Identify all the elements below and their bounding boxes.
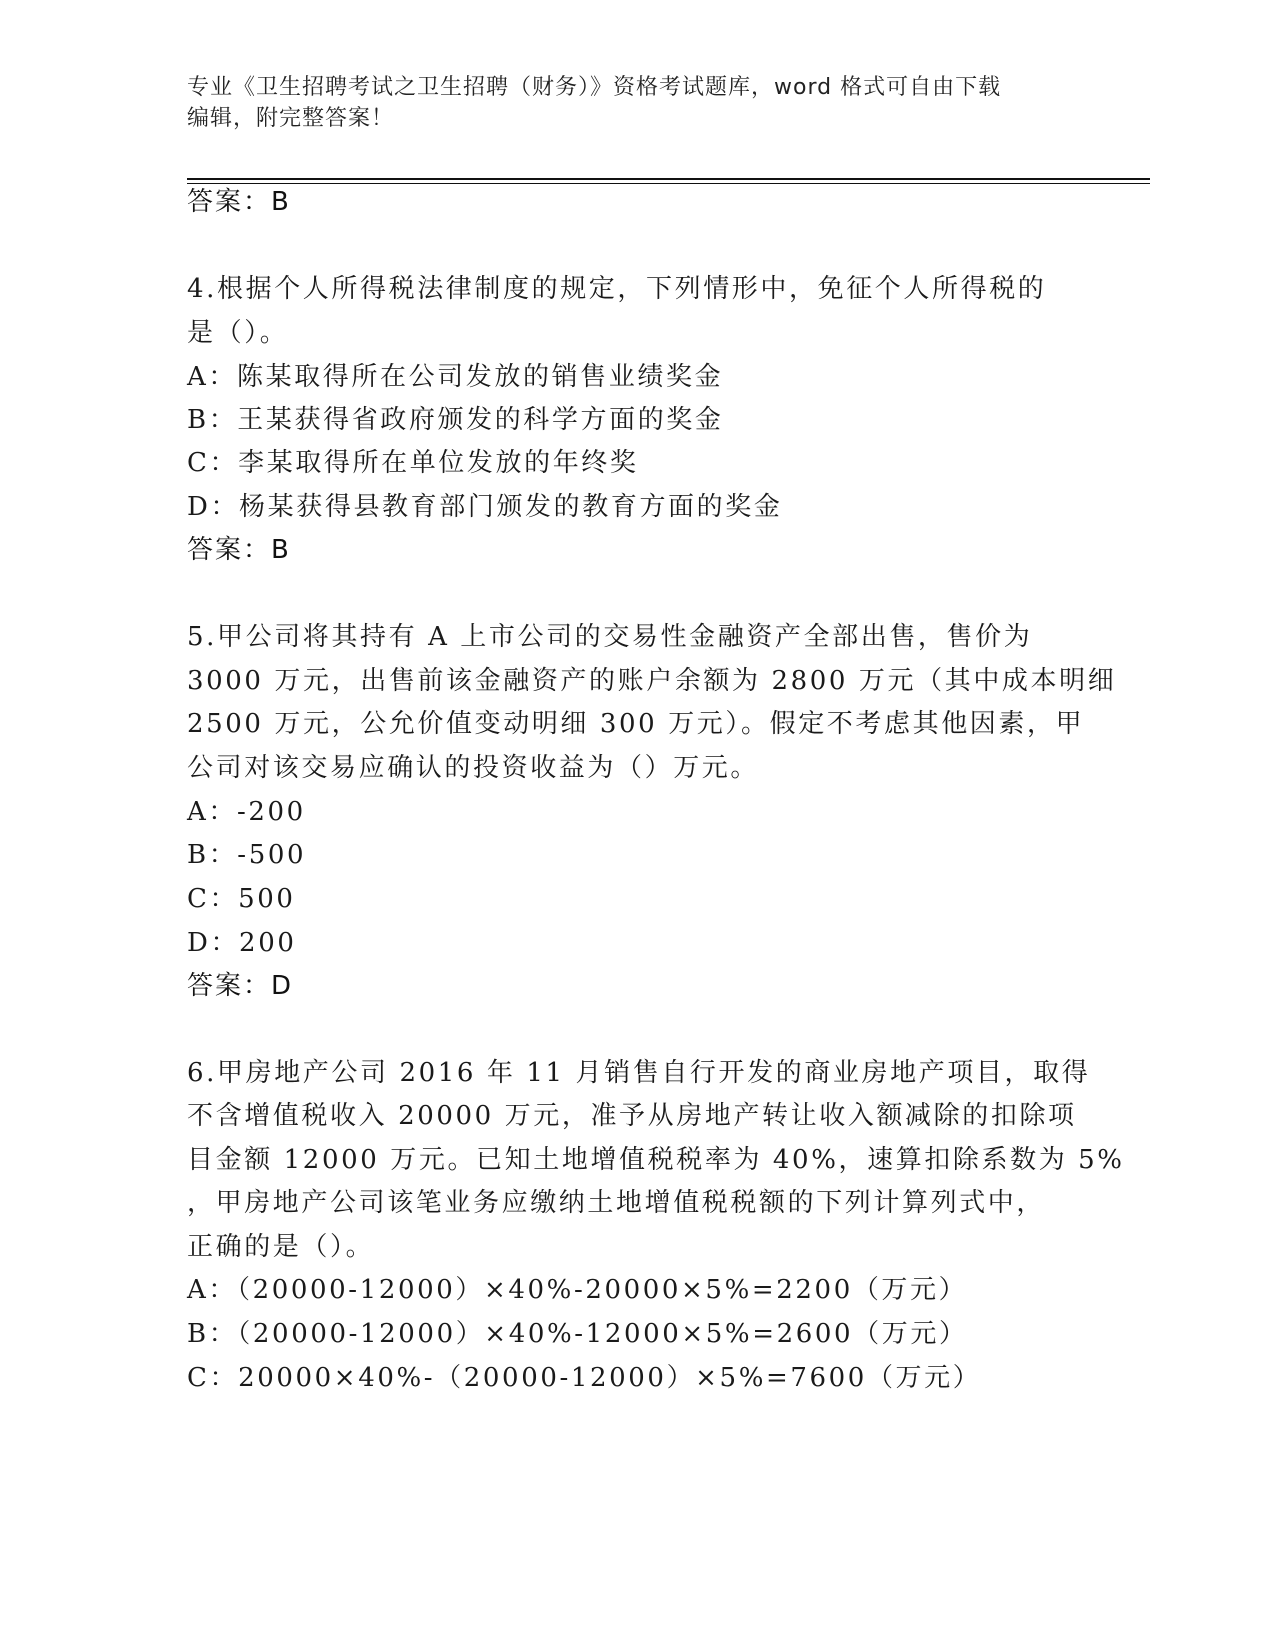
q4-answer: 答案：B: [187, 535, 291, 565]
q6-stem-line-4: ，甲房地产公司该笔业务应缴纳土地增值税税额的下列计算列式中，: [187, 1188, 1046, 1218]
q4-option-b: B：王某获得省政府颁发的科学方面的奖金: [187, 405, 724, 435]
q4-option-d: D：杨某获得县教育部门颁发的教育方面的奖金: [187, 492, 783, 522]
prev-answer: 答案：B: [187, 187, 291, 217]
q5-option-b: B：-500: [187, 840, 307, 870]
q5-option-c: C：500: [187, 884, 296, 914]
header-line-1: 专业《卫生招聘考试之卫生招聘（财务）》资格考试题库，word 格式可自由下载: [187, 75, 1002, 100]
q6-stem-line-2: 不含增值税收入 20000 万元，准予从房地产转让收入额减除的扣除项: [187, 1101, 1077, 1131]
header-divider-thin: [187, 183, 1150, 184]
q5-stem-line-3: 2500 万元，公允价值变动明细 300 万元）。假定不考虑其他因素，甲: [187, 709, 1085, 739]
q5-option-d: D：200: [187, 928, 297, 958]
q6-option-c: C：20000×40%-（20000-12000）×5%=7600（万元）: [187, 1363, 982, 1393]
q6-option-a: A：（20000-12000）×40%-20000×5%=2200（万元）: [187, 1275, 968, 1305]
header-line-2: 编辑，附完整答案！: [187, 106, 395, 131]
q6-option-b: B：（20000-12000）×40%-12000×5%=2600（万元）: [187, 1319, 968, 1349]
q4-option-a: A：陈某取得所在公司发放的销售业绩奖金: [187, 362, 724, 392]
header-divider-thick: [187, 178, 1150, 180]
q5-answer: 答案：D: [187, 971, 294, 1001]
q4-stem-line-2: 是（）。: [187, 318, 289, 348]
q6-stem-line-5: 正确的是（）。: [187, 1232, 375, 1262]
document-header: [187, 72, 1067, 134]
q6-stem-line-3: 目金额 12000 万元。已知土地增值税税率为 40%，速算扣除系数为 5%: [187, 1145, 1125, 1175]
q5-stem-line-4: 公司对该交易应确认的投资收益为（）万元。: [187, 753, 760, 783]
q5-option-a: A：-200: [187, 797, 306, 827]
q4-stem-line-1: 4.根据个人所得税法律制度的规定，下列情形中，免征个人所得税的: [187, 274, 1047, 304]
q4-option-c: C：李某取得所在单位发放的年终奖: [187, 448, 639, 478]
q5-stem-line-2: 3000 万元，出售前该金融资产的账户余额为 2800 万元（其中成本明细: [187, 666, 1117, 696]
q5-stem-line-1: 5.甲公司将其持有 A 上市公司的交易性金融资产全部出售，售价为: [187, 622, 1033, 652]
q6-stem-line-1: 6.甲房地产公司 2016 年 11 月销售自行开发的商业房地产项目，取得: [187, 1058, 1091, 1088]
